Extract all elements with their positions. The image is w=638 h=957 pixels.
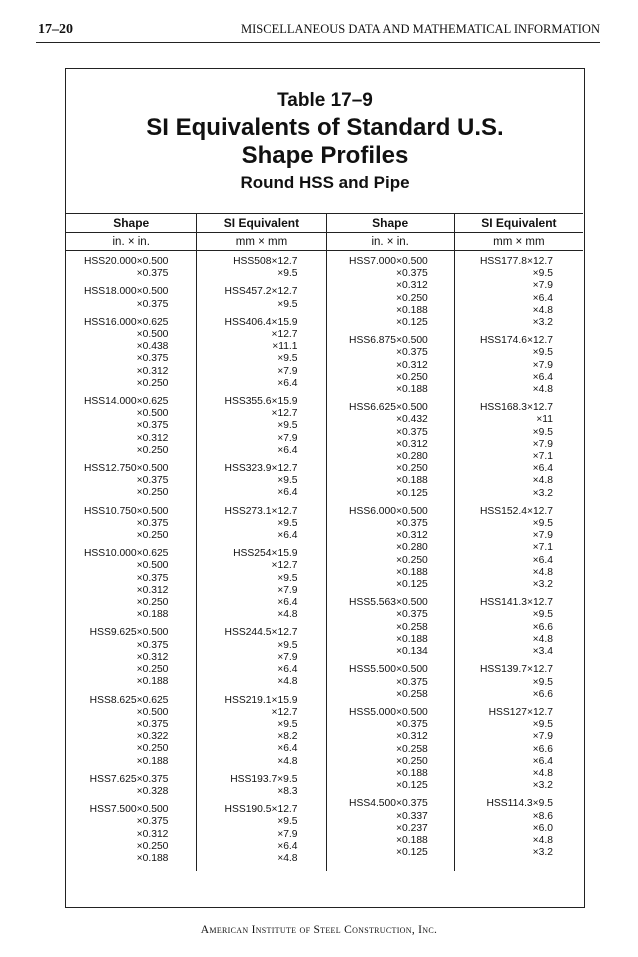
wall-thickness-entry: ×0.250: [396, 463, 428, 475]
wall-thickness-entry: ×0.312: [136, 365, 169, 377]
wall-thickness-entry: ×9.5: [277, 353, 298, 365]
shape-group: [197, 256, 325, 280]
shape-designation: HSS273.1×12.7: [224, 505, 298, 517]
shape-group: [197, 627, 325, 688]
wall-thickness-entry: ×0.375: [136, 572, 169, 584]
wall-thickness-entry: ×0.250: [136, 743, 169, 755]
wall-thickness-entry: ×7.9: [277, 828, 298, 840]
wall-thickness-entry: ×0.375: [136, 475, 169, 487]
wall-thickness-entry: ×0.125: [396, 579, 428, 591]
shape-group: [327, 335, 454, 396]
shape-group: [327, 707, 454, 792]
wall-thickness-entry: ×7.1: [532, 451, 553, 463]
shape-designation: HSS7.625×0.375: [89, 773, 169, 785]
wall-thickness-entry: ×7.9: [277, 651, 298, 663]
wall-thickness-entry: ×0.250: [136, 530, 169, 542]
shape-designation: HSS141.3×12.7: [480, 597, 553, 609]
shape-designation: HSS254×15.9: [233, 548, 298, 560]
wall-thickness-entry: ×0.312: [396, 530, 428, 542]
shape-designation: HSS5.500×0.500: [349, 664, 428, 676]
wall-thickness-entry: ×0.375: [396, 609, 428, 621]
shape-designation: HSS177.8×12.7: [480, 256, 553, 267]
wall-thickness-entry: ×0.500: [136, 408, 169, 420]
col-header-si: SI Equivalent: [454, 214, 583, 233]
shape-group: [66, 804, 196, 865]
wall-thickness-entry: ×0.280: [396, 542, 428, 554]
shape-designation: HSS406.4×15.9: [224, 316, 298, 328]
wall-thickness-entry: ×6.0: [532, 822, 553, 834]
shape-group: [327, 597, 454, 658]
table-frame: [65, 68, 585, 908]
shape-designation: HSS6.875×0.500: [349, 335, 428, 347]
wall-thickness-entry: ×4.8: [532, 633, 553, 645]
wall-thickness-entry: ×6.4: [277, 487, 298, 499]
header-rule: [36, 42, 600, 43]
wall-thickness-entry: ×0.438: [136, 341, 169, 353]
shape-group: [327, 256, 454, 329]
wall-thickness-entry: ×7.9: [532, 530, 553, 542]
wall-thickness-entry: ×9.5: [277, 268, 298, 280]
wall-thickness-entry: ×0.375: [136, 353, 169, 365]
wall-thickness-entry: ×0.188: [396, 384, 428, 396]
shape-designation: HSS139.7×12.7: [480, 664, 553, 676]
wall-thickness-entry: ×4.8: [532, 475, 553, 487]
wall-thickness-entry: ×9.5: [277, 420, 298, 432]
units-in: in. × in.: [66, 233, 197, 251]
shape-group: [197, 286, 325, 310]
wall-thickness-entry: ×0.250: [396, 554, 428, 566]
wall-thickness-entry: ×0.500: [136, 560, 169, 572]
column-si-2: [454, 251, 583, 872]
wall-thickness-entry: ×3.4: [532, 646, 553, 658]
wall-thickness-entry: ×0.375: [136, 816, 169, 828]
wall-thickness-entry: ×0.188: [136, 676, 169, 688]
column-shape-1: [66, 251, 197, 872]
wall-thickness-entry: ×0.375: [396, 518, 428, 530]
wall-thickness-entry: ×0.500: [136, 706, 169, 718]
wall-thickness-entry: ×9.5: [277, 816, 298, 828]
shape-group: [455, 798, 583, 859]
wall-thickness-entry: ×0.375: [136, 298, 169, 310]
wall-thickness-entry: ×0.500: [136, 329, 169, 341]
shape-designation: HSS10.750×0.500: [83, 505, 169, 517]
wall-thickness-entry: ×0.328: [136, 785, 169, 797]
shape-designation: HSS323.9×12.7: [224, 463, 298, 475]
wall-thickness-entry: ×9.5: [532, 609, 553, 621]
wall-thickness-entry: ×6.4: [277, 664, 298, 676]
shape-group: [197, 774, 325, 798]
shape-designation: HSS14.000×0.625: [83, 396, 169, 408]
wall-thickness-entry: ×6.4: [532, 463, 553, 475]
wall-thickness-entry: ×0.188: [136, 755, 169, 767]
wall-thickness-entry: ×0.250: [136, 597, 169, 609]
shape-group: [327, 402, 454, 500]
wall-thickness-entry: ×0.258: [396, 621, 428, 633]
shape-designation: HSS190.5×12.7: [224, 804, 298, 816]
wall-thickness-entry: ×9.5: [277, 718, 298, 730]
wall-thickness-entry: ×4.8: [532, 767, 553, 779]
wall-thickness-entry: ×0.188: [136, 852, 169, 864]
wall-thickness-entry: ×9.5: [277, 572, 298, 584]
shape-group: [455, 707, 583, 792]
shape-designation: HSS508×12.7: [233, 256, 298, 267]
wall-thickness-entry: ×0.312: [396, 359, 428, 371]
shape-designation: HSS7.000×0.500: [349, 256, 428, 267]
shape-group: [66, 286, 196, 310]
shape-designation: HSS20.000×0.500: [83, 256, 169, 267]
wall-thickness-entry: ×7.1: [532, 542, 553, 554]
wall-thickness-entry: ×4.8: [532, 304, 553, 316]
wall-thickness-entry: ×6.4: [277, 444, 298, 456]
shape-designation: HSS168.3×12.7: [480, 402, 553, 414]
wall-thickness-entry: ×3.2: [532, 847, 553, 859]
units-row: [66, 233, 583, 251]
wall-thickness-entry: ×0.375: [396, 347, 428, 359]
table-body-row: [66, 251, 583, 872]
wall-thickness-entry: ×0.312: [396, 438, 428, 450]
units-mm: mm × mm: [197, 233, 326, 251]
wall-thickness-entry: ×0.375: [396, 719, 428, 731]
shape-group: [197, 548, 325, 621]
shape-designation: HSS244.5×12.7: [224, 627, 298, 639]
shape-group: [66, 396, 196, 457]
shape-designation: HSS5.563×0.500: [349, 597, 428, 609]
wall-thickness-entry: ×12.7: [271, 560, 298, 572]
shape-group: [66, 548, 196, 621]
col-header-shape: Shape: [66, 214, 197, 233]
shape-group: [197, 463, 325, 500]
wall-thickness-entry: ×0.250: [136, 444, 169, 456]
page-number: 17–20: [38, 22, 73, 37]
wall-thickness-entry: ×0.250: [136, 840, 169, 852]
table-title-line1: SI Equivalents of Standard U.S.: [146, 114, 504, 141]
wall-thickness-entry: ×0.312: [396, 731, 428, 743]
wall-thickness-entry: ×0.188: [396, 633, 428, 645]
wall-thickness-entry: ×9.5: [532, 426, 553, 438]
shape-designation: HSS6.625×0.500: [349, 402, 428, 414]
wall-thickness-entry: ×0.125: [396, 487, 428, 499]
shape-group: [66, 627, 196, 688]
wall-thickness-entry: ×0.312: [136, 584, 169, 596]
wall-thickness-entry: ×9.5: [532, 719, 553, 731]
shape-group: [66, 774, 196, 798]
wall-thickness-entry: ×7.9: [532, 731, 553, 743]
wall-thickness-entry: ×0.188: [396, 767, 428, 779]
wall-thickness-entry: ×7.9: [277, 365, 298, 377]
table-number: Table 17–9: [277, 90, 373, 111]
wall-thickness-entry: ×6.4: [277, 840, 298, 852]
wall-thickness-entry: ×0.312: [136, 828, 169, 840]
shape-group: [197, 396, 325, 457]
table-subtitle: Round HSS and Pipe: [240, 173, 410, 192]
shape-group: [327, 798, 454, 859]
wall-thickness-entry: ×4.8: [277, 755, 298, 767]
wall-thickness-entry: ×0.375: [396, 676, 428, 688]
shape-group: [327, 664, 454, 701]
table-title: [66, 114, 584, 170]
units-mm: mm × mm: [454, 233, 583, 251]
wall-thickness-entry: ×9.5: [277, 298, 298, 310]
wall-thickness-entry: ×0.432: [396, 414, 428, 426]
shape-designation: HSS127×12.7: [488, 706, 553, 718]
wall-thickness-entry: ×0.250: [136, 487, 169, 499]
wall-thickness-entry: ×0.375: [396, 268, 428, 280]
shape-designation: HSS18.000×0.500: [83, 286, 169, 298]
shape-designation: HSS8.625×0.625: [89, 694, 169, 706]
wall-thickness-entry: ×8.6: [532, 810, 553, 822]
wall-thickness-entry: ×0.375: [136, 517, 169, 529]
wall-thickness-entry: ×0.188: [396, 834, 428, 846]
wall-thickness-entry: ×9.5: [532, 518, 553, 530]
header-row: [66, 214, 583, 233]
wall-thickness-entry: ×4.8: [532, 566, 553, 578]
wall-thickness-entry: ×0.188: [396, 304, 428, 316]
wall-thickness-entry: ×0.188: [136, 609, 169, 621]
wall-thickness-entry: ×6.4: [277, 743, 298, 755]
column-si-1: [197, 251, 326, 872]
wall-thickness-entry: ×0.250: [136, 377, 169, 389]
wall-thickness-entry: ×0.337: [396, 810, 428, 822]
wall-thickness-entry: ×0.312: [396, 280, 428, 292]
shape-designation: HSS16.000×0.625: [83, 316, 169, 328]
wall-thickness-entry: ×12.7: [271, 706, 298, 718]
wall-thickness-entry: ×7.9: [532, 438, 553, 450]
wall-thickness-entry: ×7.9: [277, 432, 298, 444]
shape-group: [455, 664, 583, 701]
wall-thickness-entry: ×0.125: [396, 780, 428, 792]
shape-group: [66, 317, 196, 390]
shape-designation: HSS12.750×0.500: [83, 463, 169, 475]
wall-thickness-entry: ×0.375: [136, 639, 169, 651]
wall-thickness-entry: ×4.8: [532, 834, 553, 846]
wall-thickness-entry: ×0.375: [136, 718, 169, 730]
wall-thickness-entry: ×0.250: [396, 371, 428, 383]
wall-thickness-entry: ×6.4: [277, 597, 298, 609]
wall-thickness-entry: ×12.7: [271, 329, 298, 341]
shape-designation: HSS4.500×0.375: [349, 798, 428, 810]
col-header-shape: Shape: [326, 214, 454, 233]
shape-group: [66, 463, 196, 500]
wall-thickness-entry: ×0.188: [396, 475, 428, 487]
wall-thickness-entry: ×0.237: [396, 822, 428, 834]
wall-thickness-entry: ×12.7: [271, 408, 298, 420]
wall-thickness-entry: ×3.2: [532, 780, 553, 792]
wall-thickness-entry: ×0.250: [136, 664, 169, 676]
shape-group: [455, 597, 583, 658]
wall-thickness-entry: ×0.375: [136, 420, 169, 432]
wall-thickness-entry: ×0.125: [396, 847, 428, 859]
shape-group: [197, 506, 325, 543]
wall-thickness-entry: ×3.2: [532, 317, 553, 329]
wall-thickness-entry: ×11.1: [272, 341, 298, 353]
shape-group: [327, 506, 454, 591]
wall-thickness-entry: ×0.258: [396, 688, 428, 700]
shape-group: [66, 695, 196, 768]
wall-thickness-entry: ×9.5: [277, 517, 298, 529]
shape-group: [455, 256, 583, 329]
wall-thickness-entry: ×0.250: [396, 292, 428, 304]
col-header-si: SI Equivalent: [197, 214, 326, 233]
shape-designation: HSS9.625×0.500: [89, 627, 169, 639]
wall-thickness-entry: ×0.280: [396, 451, 428, 463]
shape-designation: HSS114.3×9.5: [486, 798, 553, 810]
shape-group: [66, 256, 196, 280]
wall-thickness-entry: ×9.5: [277, 639, 298, 651]
wall-thickness-entry: ×0.188: [396, 566, 428, 578]
si-equivalents-table: [66, 213, 583, 871]
wall-thickness-entry: ×7.9: [532, 359, 553, 371]
shape-designation: HSS5.000×0.500: [349, 706, 428, 718]
wall-thickness-entry: ×0.134: [396, 646, 428, 658]
column-shape-2: [326, 251, 454, 872]
wall-thickness-entry: ×0.125: [396, 317, 428, 329]
wall-thickness-entry: ×0.258: [396, 743, 428, 755]
page-footer: American Institute of Steel Construction, Inc.: [200, 924, 438, 936]
shape-designation: HSS10.000×0.625: [83, 548, 169, 560]
wall-thickness-entry: ×6.6: [532, 621, 553, 633]
wall-thickness-entry: ×7.9: [532, 280, 553, 292]
wall-thickness-entry: ×0.375: [136, 268, 169, 280]
wall-thickness-entry: ×0.312: [136, 651, 169, 663]
shape-designation: HSS6.000×0.500: [349, 505, 428, 517]
wall-thickness-entry: ×3.2: [532, 579, 553, 591]
units-in: in. × in.: [326, 233, 454, 251]
wall-thickness-entry: ×8.3: [277, 785, 298, 797]
wall-thickness-entry: ×4.8: [532, 384, 553, 396]
shape-designation: HSS174.6×12.7: [480, 335, 553, 347]
wall-thickness-entry: ×8.2: [277, 731, 298, 743]
wall-thickness-entry: ×9.5: [532, 676, 553, 688]
wall-thickness-entry: ×6.4: [277, 377, 298, 389]
wall-thickness-entry: ×0.312: [136, 432, 169, 444]
shape-designation: HSS219.1×15.9: [224, 694, 298, 706]
wall-thickness-entry: ×0.375: [396, 426, 428, 438]
shape-group: [197, 317, 325, 390]
shape-group: [66, 506, 196, 543]
shape-group: [197, 695, 325, 768]
shape-designation: HSS193.7×9.5: [230, 773, 298, 785]
wall-thickness-entry: ×9.5: [532, 347, 553, 359]
wall-thickness-entry: ×6.6: [532, 743, 553, 755]
shape-group: [197, 804, 325, 865]
shape-designation: HSS355.6×15.9: [224, 396, 298, 408]
wall-thickness-entry: ×9.5: [532, 268, 553, 280]
wall-thickness-entry: ×6.4: [532, 371, 553, 383]
wall-thickness-entry: ×6.4: [532, 755, 553, 767]
wall-thickness-entry: ×4.8: [277, 852, 298, 864]
wall-thickness-entry: ×7.9: [277, 584, 298, 596]
table-title-line2: Shape Profiles: [241, 142, 409, 169]
running-header: MISCELLANEOUS DATA AND MATHEMATICAL INFORMATION: [241, 22, 600, 36]
shape-designation: HSS152.4×12.7: [480, 505, 553, 517]
shape-group: [455, 402, 583, 500]
wall-thickness-entry: ×11: [536, 414, 553, 426]
wall-thickness-entry: ×6.6: [532, 688, 553, 700]
wall-thickness-entry: ×4.8: [277, 676, 298, 688]
shape-designation: HSS7.500×0.500: [89, 804, 169, 816]
shape-group: [455, 506, 583, 591]
wall-thickness-entry: ×9.5: [277, 475, 298, 487]
wall-thickness-entry: ×4.8: [277, 609, 298, 621]
shape-group: [455, 335, 583, 396]
wall-thickness-entry: ×3.2: [532, 487, 553, 499]
wall-thickness-entry: ×6.4: [532, 292, 553, 304]
shape-designation: HSS457.2×12.7: [224, 286, 298, 298]
wall-thickness-entry: ×0.250: [396, 755, 428, 767]
wall-thickness-entry: ×6.4: [532, 554, 553, 566]
wall-thickness-entry: ×6.4: [277, 530, 298, 542]
wall-thickness-entry: ×0.322: [136, 731, 169, 743]
